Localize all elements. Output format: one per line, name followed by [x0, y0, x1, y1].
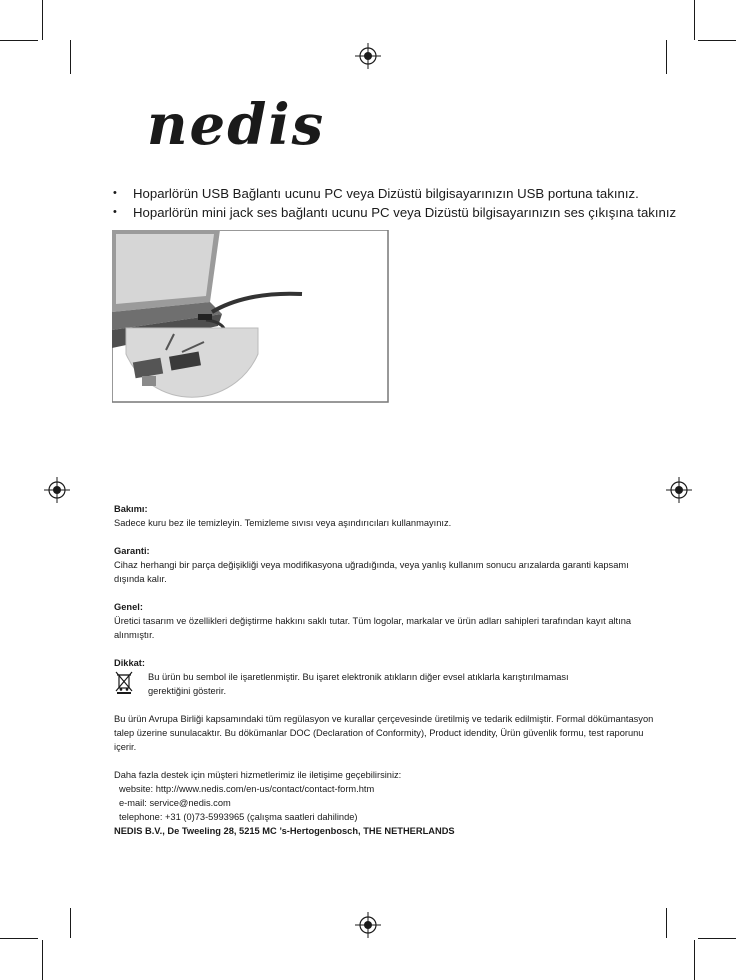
warranty-heading: Garanti: [114, 546, 150, 556]
general-heading: Genel: [114, 602, 143, 612]
maintenance-heading: Bakımı: [114, 504, 148, 514]
registration-mark-top [355, 43, 381, 69]
instruction-list [113, 184, 677, 222]
general-text: Üretici tasarım ve özellikleri değiştirme hakkını saklı tutar. Tüm logolar, markalar ve ürün adları sahipleri tarafından kayıt altına alınmıştır. [114, 616, 632, 640]
contact-email: e-mail: service@nedis.com [119, 798, 231, 808]
compliance-text: Bu ürün Avrupa Birliği kapsamındaki tüm regülasyon ve kurallar çerçevesinde üretilmiş ve tedarik edilmiştir. Formal dökümantasyon talep üzerine sunulacaktır. Bu dökümanlar DOC (Declaration of Conformity), Product idendity, Ürün güvenlik formu, test raporunu içerir. [114, 714, 654, 752]
registration-mark-left [44, 477, 70, 503]
warranty-text: Cihaz herhangi bir parça değişikliği veya modifikasyona uğradığında, veya yanlış kullanım sonucu arızalarda garanti kapsamı dışında kalır. [114, 560, 629, 584]
attention-text: Bu ürün bu sembol ile işaretlenmiştir. Bu işaret elektronik atıkların diğer evsel atıklarla karıştırılmaması gerektiğini gösterir. [148, 672, 569, 696]
contact-intro: Daha fazla destek için müşteri hizmetlerimiz ile iletişime geçebilirsiniz: [114, 770, 402, 780]
weee-bin-icon [114, 670, 134, 694]
registration-mark-right [666, 477, 692, 503]
contact-telephone: telephone: +31 (0)73-5993965 (çalışma saatleri dahilinde) [119, 812, 358, 822]
contact-section [114, 768, 659, 838]
logo-text: nedis [146, 98, 326, 158]
instruction-item-usb: • Hoparlörün USB Bağlantı ucunu PC veya Dizüstü bilgisayarınızın USB portuna takınız. [113, 184, 673, 203]
maintenance-section [114, 502, 659, 530]
compliance-section [114, 712, 659, 754]
attention-heading: Dikkat: [114, 658, 146, 668]
registration-mark-bottom [355, 912, 381, 938]
instruction-item-audio: • Hoparlörün mini jack ses bağlantı ucunu PC veya Dizüstü bilgisayarınızın ses çıkışına takınız [113, 203, 673, 222]
company-address: NEDIS B.V., De Tweeling 28, 5215 MC ’s-Hertogenbosch, THE NETHERLANDS [114, 826, 455, 836]
laptop-connection-illustration [112, 230, 392, 430]
nedis-logo [108, 98, 364, 158]
general-section [114, 600, 659, 642]
warranty-section [114, 544, 659, 586]
attention-row [114, 670, 659, 698]
contact-website: website: http://www.nedis.com/en-us/contact/contact-form.htm [119, 784, 375, 794]
document-body [114, 502, 659, 838]
maintenance-text: Sadece kuru bez ile temizleyin. Temizleme sıvısı veya aşındırıcıları kullanmayınız. [114, 518, 452, 528]
attention-section [114, 656, 659, 698]
